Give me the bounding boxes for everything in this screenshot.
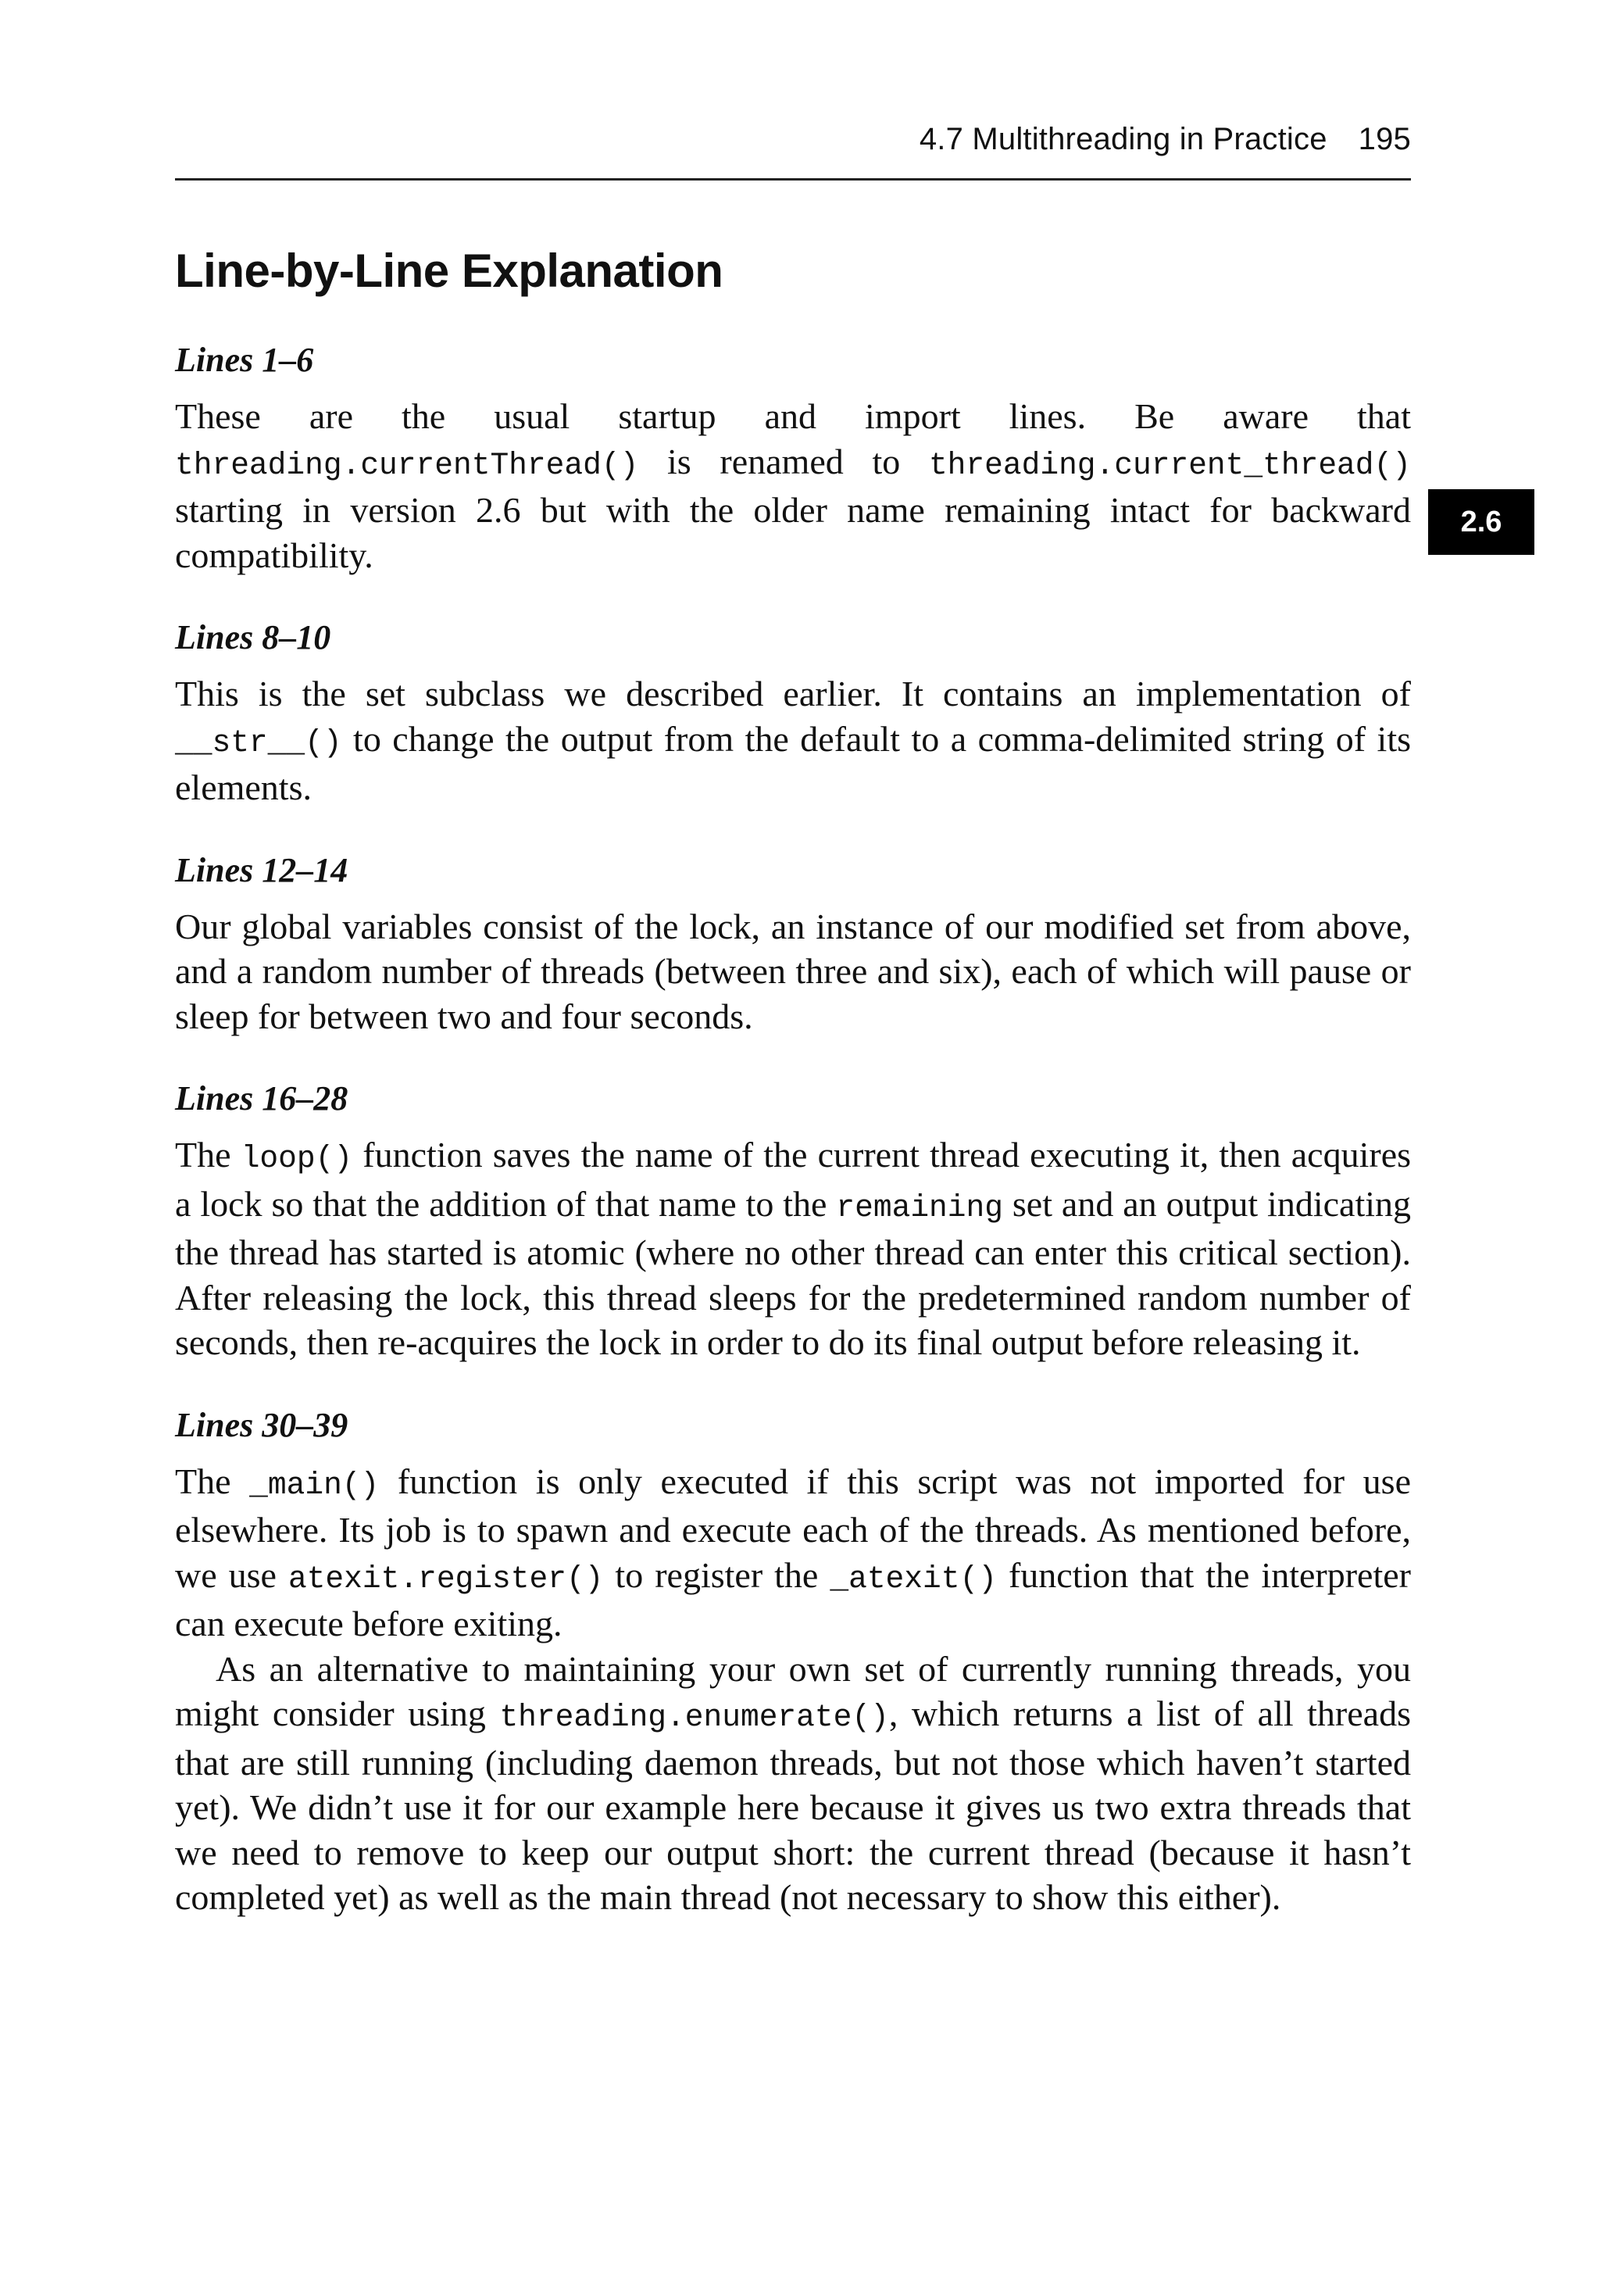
page-body [175,338,1411,1958]
explanation-paragraph: The _main() function is only executed if this script was not imported for use elsewhere. Its job is to spawn and execute each of the threads. As mentioned before, we use atexit.register() to register the _atexit() function that the interpreter can execute before exiting. [175,1461,1411,1643]
explanation-paragraph: These are the usual startup and import lines. Be aware that threading.currentThread() is renamed to threading.current_thread() starting in version 2.6 but with the older name remaining intact for backward compatibility. [175,396,1411,575]
header-rule [175,178,1411,181]
inline-code: atexit.register() [288,1561,604,1597]
running-header-text [920,122,1411,157]
running-header [175,117,1411,180]
inline-code: _main() [249,1467,380,1503]
explanation-paragraph: Our global variables consist of the lock, an instance of our modified set from above, and a random number of threads (between three and six), each of which will pause or sleep for between two and four seconds. [175,906,1411,1036]
explanation-block [175,615,1411,810]
page-number: 195 [1358,122,1411,156]
inline-code: loop() [241,1141,353,1176]
section-heading: Line-by-Line Explanation [175,245,723,297]
explanation-paragraph: The loop() function saves the name of the current thread executing it, then acquires a lock so that the addition of that name to the remaining set and an output indicating the thread has started is atomic (where no other thread can enter this critical section). After releasing the lock, this thread sleeps for the predetermined random number of seconds, then re-acquires the lock in order to do its final output before releasing it. [175,1135,1412,1362]
inline-code: __str__() [175,724,342,760]
line-range-label: Lines 8–10 [175,618,331,656]
line-range-label: Lines 30–39 [175,1405,348,1444]
line-range-label: Lines 16–28 [175,1079,348,1118]
explanation-paragraph: As an alternative to maintaining your own set of currently running threads, you might consider using threading.enumerate(), which returns a list of all threads that are still running (including daemon threads, but not those which haven’t started yet). We didn’t use it for our example here because it gives us two extra threads that we need to remove to keep our output short: the current thread (because it hasn’t completed yet) as well as the main thread (not necessary to show this either). [175,1648,1411,1917]
explanation-paragraph: This is the set subclass we described earlier. It contains an implementation of __str__() to change the output from the default to a comma-delimited string of its elements. [175,674,1411,807]
inline-code: _atexit() [830,1561,997,1597]
explanation-block [175,1076,1411,1365]
header-section-title: 4.7 Multithreading in Practice [919,122,1327,156]
inline-code: threading.enumerate() [499,1700,889,1735]
inline-code: threading.currentThread() [175,447,639,483]
line-range-label: Lines 1–6 [175,341,314,379]
explanation-block [175,338,1411,578]
explanation-block [175,1403,1411,1920]
inline-code: threading.current_thread() [928,447,1411,483]
explanation-block [175,848,1411,1039]
line-range-label: Lines 12–14 [175,850,348,889]
section-tab-marker: 2.6 [1428,489,1534,555]
inline-code: remaining [836,1189,1003,1225]
